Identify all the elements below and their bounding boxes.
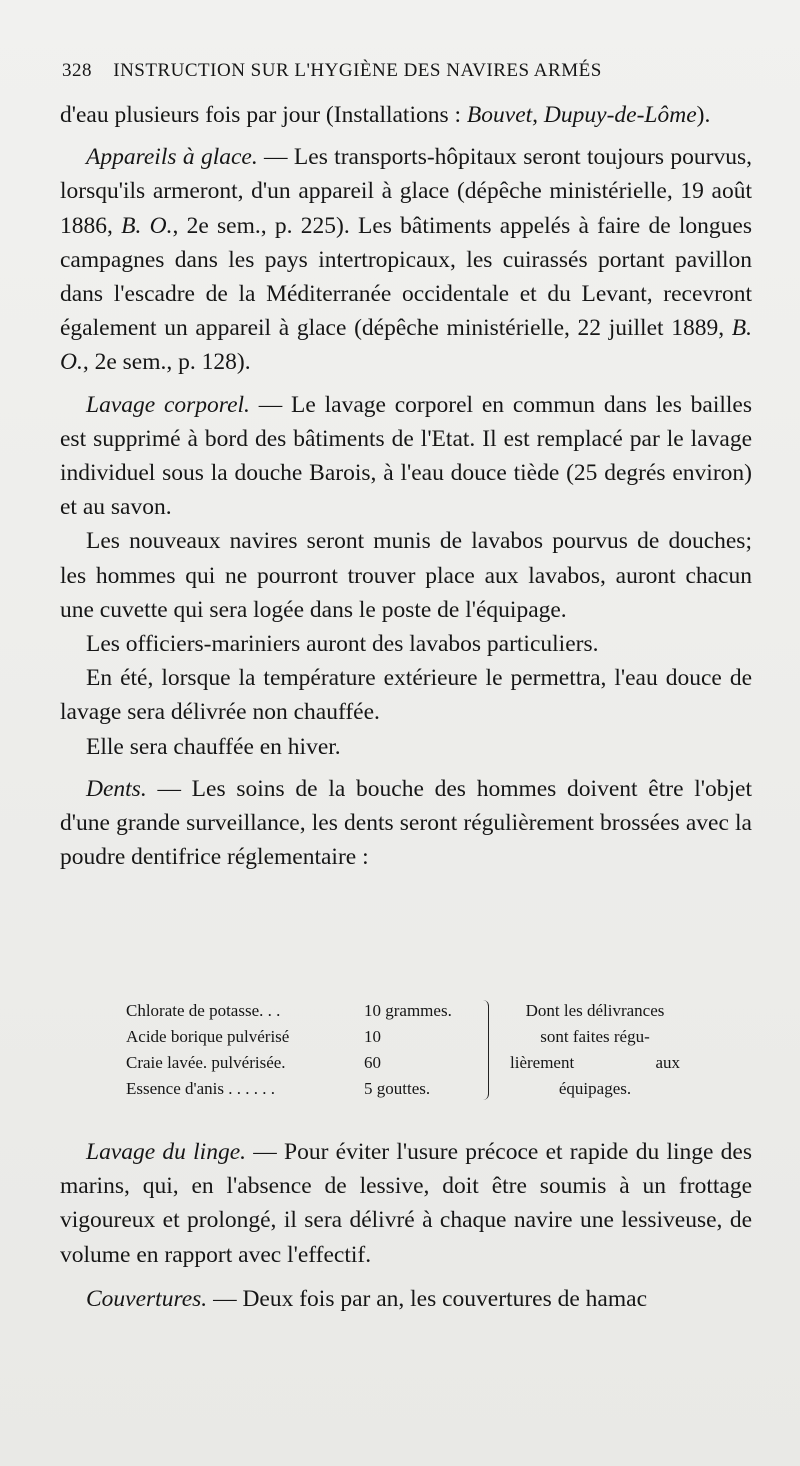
paragraph-text: , 2e sem., p. 225). Les bâtiments appelés à faire de longues campagnes dans les pays intertropicaux, les cuirassés portant pavillon dans l'escadre de la Méditerranée occidentale et du Levant, recevront également un appareil à glace (dépêche ministérielle, 22 juillet 1889, (60, 212, 753, 342)
body-text-upper (60, 98, 752, 874)
quantity-cell: 60 (364, 1053, 381, 1072)
ship-names: Bouvet, Dupuy-de-Lôme (466, 102, 697, 128)
paragraph-text: — Les transports-hôpitaux seront toujours pourvus, lorsqu'ils armeront, d'un appareil à glace (dépêche ministérielle, 19 août 1886, (60, 144, 752, 239)
ingredient-cell: Acide borique pulvérisé (126, 1027, 290, 1046)
paragraph-text: — Pour éviter l'usure précoce et rapide du linge des marins, qui, en l'absence de lessive, doit être soumis à un frottage vigoureux et prolongé, il sera délivré à chaque navire une lessiveuse, de volume en rapport avec l'effectif. (60, 1139, 753, 1268)
page-number: 328 (62, 60, 92, 81)
quantity-cell: 5 gouttes. (364, 1079, 431, 1098)
section-heading: Lavage corporel. (86, 391, 250, 418)
paragraph-appareils-a-glace (60, 140, 752, 379)
running-title: INSTRUCTION SUR L'HYGIÈNE DES NAVIRES ARMÉS (113, 60, 602, 81)
paragraph-text: , 2e sem., p. 128). (82, 349, 251, 376)
paragraph-installations (60, 98, 752, 132)
running-header (62, 60, 742, 82)
paragraph-lavabos: Les nouveaux navires seront munis de lavabos pourvus de douches; les hommes qui ne pourront trouver place aux lavabos, auront chacun une cuvette qui sera logée dans le poste de l'équipage. (60, 528, 752, 623)
paragraph-text: ). (696, 102, 711, 128)
ingredient-cell: Craie lavée. pulvérisée. (126, 1053, 286, 1072)
table-row (126, 1050, 482, 1076)
table-row (126, 998, 482, 1024)
paragraph-dents (60, 772, 752, 875)
paragraph-hiver: Elle sera chauffée en hiver. (86, 733, 341, 760)
section-heading: Lavage du linge. (86, 1139, 247, 1165)
paragraph-officiers-mariniers: Les officiers-mariniers auront des lavabos particuliers. (86, 631, 599, 658)
body-text-lower (60, 1135, 752, 1316)
paragraph-lavage-corporel (60, 388, 752, 525)
paragraph-text: — Deux fois par an, les couvertures de hamac (207, 1285, 647, 1312)
paragraph-lavage-du-linge (60, 1135, 752, 1272)
ingredient-cell: Essence d'anis . . . . . . (126, 1079, 275, 1098)
section-heading: Dents. (86, 775, 147, 802)
table-row (126, 1076, 482, 1102)
section-heading: Couvertures. (86, 1285, 208, 1312)
note-line: lièrement aux (510, 1053, 680, 1072)
paragraph-text: — Les soins de la bouche des hommes doivent être l'objet d'une grande surveillance, les dents seront régulièrement brossées avec la poudre dentifrice réglementaire : (60, 775, 752, 871)
paragraph-text: — Le lavage corporel en commun dans les bailles est supprimé à bord des bâtiments de l'Etat. Il est remplacé par le lavage individuel sous la douche Barois, à l'eau douce tiède (25 degrés environ) et au savon. (60, 391, 752, 521)
paragraph-text: d'eau plusieurs fois par jour (Installations : (60, 102, 467, 128)
paragraph-ete: En été, lorsque la température extérieure le permettra, l'eau douce de lavage sera délivrée non chauffée. (60, 665, 752, 726)
dentifrice-recipe-table (126, 998, 482, 1102)
note-line: Dont les délivrances (525, 1001, 665, 1020)
bulletin-reference: B. O. (121, 212, 173, 239)
quantity-cell: 10 (364, 1027, 381, 1046)
paragraph-couvertures (60, 1282, 752, 1316)
ingredient-cell: Chlorate de potasse. . . (126, 1001, 281, 1020)
bulletin-reference: B. O. (60, 315, 752, 376)
table-row (126, 1024, 482, 1050)
quantity-cell: 10 grammes. (364, 1001, 452, 1020)
recipe-note (510, 998, 680, 1102)
note-line: équipages. (558, 1079, 632, 1098)
section-heading: Appareils à glace. (86, 144, 258, 171)
curly-brace (482, 1000, 489, 1100)
note-line: sont faites régu- (540, 1027, 650, 1046)
